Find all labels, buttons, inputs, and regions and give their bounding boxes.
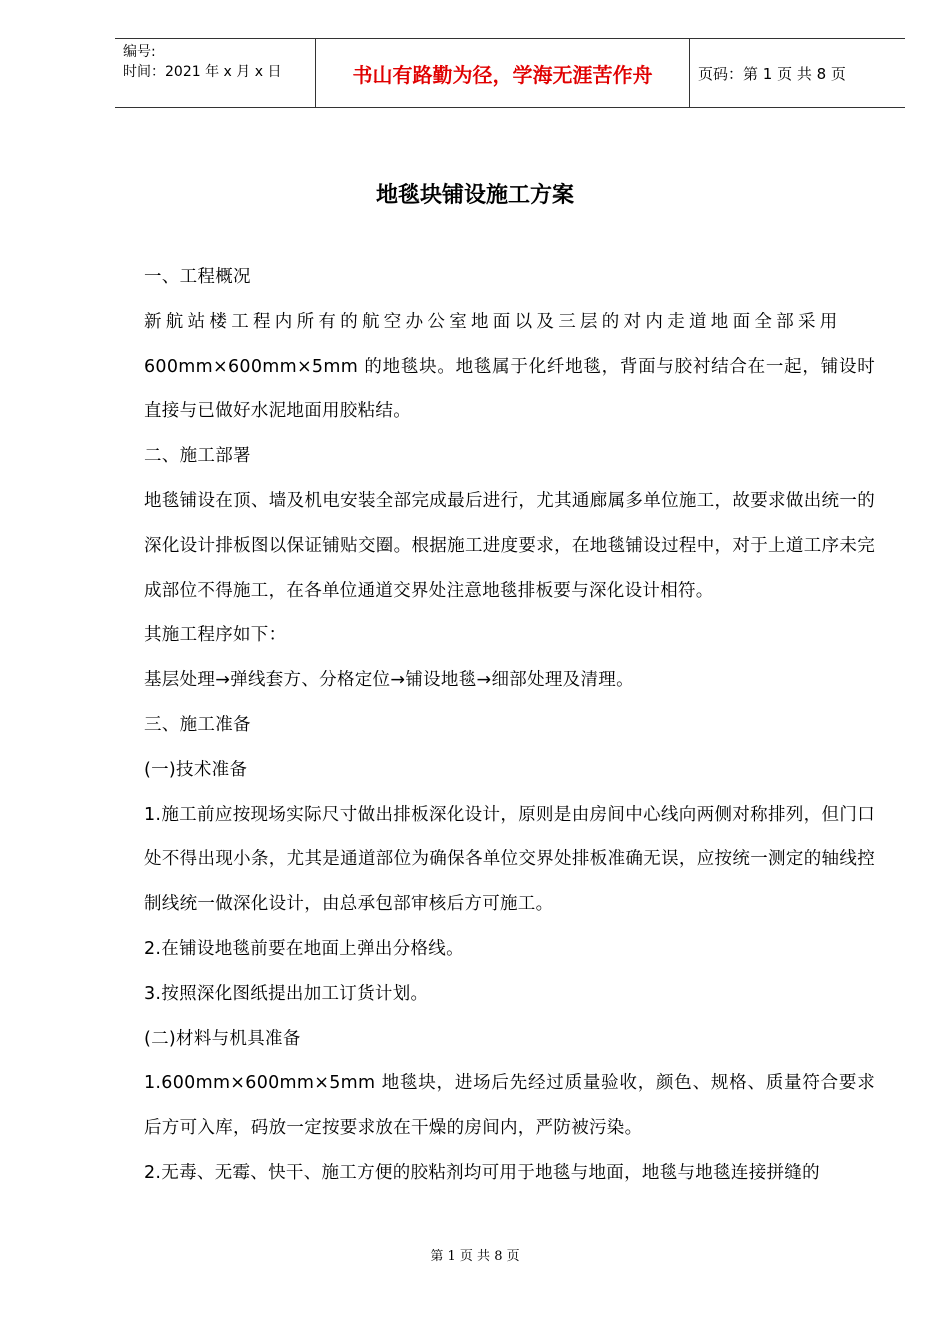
page-header xyxy=(115,38,905,108)
header-motto: 书山有路勤为径，学海无涯苦作舟 xyxy=(316,39,690,107)
document-title: 地毯块铺设施工方案 xyxy=(375,182,574,208)
section-heading: 一、工程概况 xyxy=(144,267,251,287)
body-paragraph: 基层处理→弹线套方、分格定位→铺设地毯→细部处理及清理。 xyxy=(144,670,634,691)
list-item: 1.600mm×600mm×5mm 地毯块，进场后先经过质量验收，颜色、规格、质量符合要求后方可入库，码放一定按要求放在干燥的房间内，严防被污染。 xyxy=(144,1073,875,1139)
header-page-label: 页码：第 1 页 共 8 页 xyxy=(698,64,846,83)
time-label: 时间：2021 年 x 月 x 日 xyxy=(123,64,282,80)
number-label: 编号: xyxy=(123,44,156,60)
header-meta xyxy=(115,39,316,107)
list-item: 3.按照深化图纸提出加工订货计划。 xyxy=(144,983,429,1004)
subsection-heading: (二)材料与机具准备 xyxy=(144,1028,301,1049)
list-item: 1.施工前应按现场实际尺寸做出排板深化设计，原则是由房间中心线向两侧对称排列，但门口处不得出现小条，尤其是通道部位为确保各单位交界处排板准确无误，应按统一测定的轴线控制线统一做深化设计，由总承包部审核后方可施工。 xyxy=(144,804,875,915)
page-footer: 第 1 页 共 8 页 xyxy=(430,1249,520,1264)
body-paragraph: 其施工程序如下： xyxy=(144,625,287,646)
list-item: 2.无毒、无霉、快干、施工方便的胶粘剂均可用于地毯与地面，地毯与地毯连接拼缝的 xyxy=(144,1162,820,1183)
subsection-heading: (一)技术准备 xyxy=(144,759,248,780)
body-paragraph: 地毯铺设在顶、墙及机电安装全部完成最后进行，尤其通廊属多单位施工，故要求做出统一的深化设计排板图以保证铺贴交圈。根据施工进度要求，在地毯铺设过程中，对于上道工序未完成部位不得施工，在各单位通道交界处注意地毯排板要与深化设计相符。 xyxy=(144,490,875,601)
body-paragraph: 新航站楼工程内所有的航空办公室地面以及三层的对内走道地面全部采用 xyxy=(144,311,842,332)
document-body xyxy=(144,255,875,1196)
section-heading: 三、施工准备 xyxy=(144,714,251,735)
section-heading: 二、施工部署 xyxy=(144,446,251,467)
body-paragraph: 600mm×600mm×5mm 的地毯块。地毯属于化纤地毯，背面与胶衬结合在一起，铺设时直接与已做好水泥地面用胶粘结。 xyxy=(144,356,875,422)
list-item: 2.在铺设地毯前要在地面上弹出分格线。 xyxy=(144,938,464,959)
